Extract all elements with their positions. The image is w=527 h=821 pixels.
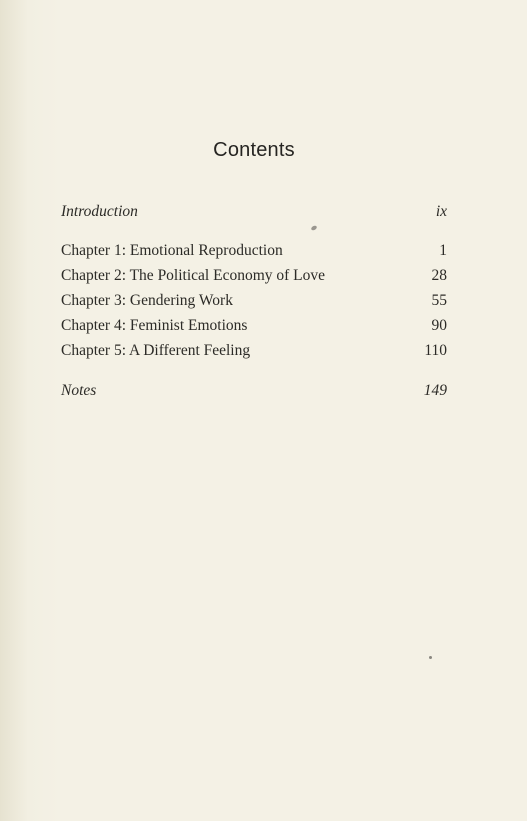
toc-entry-chapter-5 (61, 340, 447, 362)
toc-entry-label: Chapter 2: The Political Economy of Love (61, 267, 326, 284)
toc-entry-label: Chapter 5: A Different Feeling (61, 342, 251, 359)
toc-entry-label: Chapter 3: Gendering Work (61, 292, 233, 309)
toc-entry-label: Chapter 1: Emotional Reproduction (61, 242, 283, 259)
toc-entry-label: Introduction (61, 203, 138, 220)
page-title: Contents (213, 139, 295, 161)
toc-entry-page: 55 (431, 292, 447, 309)
toc-entry-page: 149 (423, 382, 447, 399)
toc-entry-page: 110 (424, 342, 447, 359)
toc-entry-chapter-1 (61, 240, 447, 262)
paper-speck (310, 225, 317, 231)
toc-entry-page: 28 (431, 267, 447, 284)
toc-entry-chapter-2 (61, 265, 447, 287)
toc-entry-label: Notes (61, 382, 97, 399)
toc-entry-introduction (61, 201, 447, 223)
toc-entry-page: 1 (439, 242, 447, 259)
toc-entry-page: 90 (431, 317, 447, 334)
paper-speck (429, 656, 432, 659)
toc-entry-notes (61, 380, 447, 402)
toc-entry-chapter-4 (61, 315, 447, 337)
toc-entry-chapter-3 (61, 290, 447, 312)
toc-entry-label: Chapter 4: Feminist Emotions (61, 317, 248, 334)
toc-entry-page: ix (435, 203, 447, 220)
